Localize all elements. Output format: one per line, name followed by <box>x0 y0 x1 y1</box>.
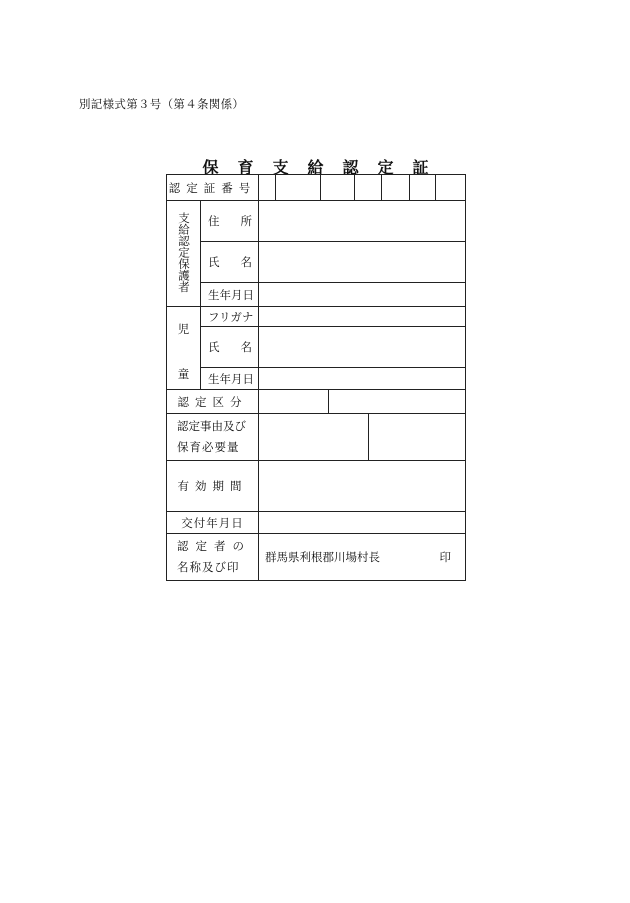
guardian-dob-label: 生年月日 <box>201 283 259 307</box>
certificate-table <box>166 174 466 581</box>
category-label: 認定区分 <box>167 390 259 414</box>
child-group-label: 児 童 <box>167 307 201 390</box>
issuer-row <box>167 534 466 581</box>
child-name-field[interactable] <box>259 327 466 368</box>
issue-date-label: 交付年月日 <box>167 512 259 534</box>
guardian-address-field[interactable] <box>259 201 466 242</box>
issuer-label: 認定者の 名称及び印 <box>167 534 259 581</box>
category-field-2[interactable] <box>329 390 466 414</box>
child-furigana-label: フリガナ <box>201 307 259 327</box>
cert-number-box[interactable] <box>355 175 382 201</box>
cert-number-box[interactable] <box>436 175 466 201</box>
issuer-field <box>259 534 466 581</box>
guardian-name-row <box>167 242 466 283</box>
guardian-address-label: 住 所 <box>201 201 259 242</box>
child-dob-row <box>167 368 466 390</box>
guardian-group-label: 支給認定保護者 <box>167 201 201 307</box>
cert-number-row <box>167 175 466 201</box>
guardian-address-row <box>167 201 466 242</box>
issue-date-field[interactable] <box>259 512 466 534</box>
cert-number-box[interactable] <box>321 175 355 201</box>
child-name-row <box>167 327 466 368</box>
issuer-name: 群馬県利根郡川場村長 <box>265 550 380 564</box>
cert-number-box[interactable] <box>276 175 321 201</box>
guardian-name-field[interactable] <box>259 242 466 283</box>
guardian-name-label: 氏 名 <box>201 242 259 283</box>
cert-number-box[interactable] <box>382 175 410 201</box>
child-furigana-row <box>167 307 466 327</box>
issue-date-row <box>167 512 466 534</box>
cert-number-label: 認定証番号 <box>167 175 259 201</box>
reason-field[interactable] <box>259 414 369 461</box>
cert-number-box[interactable] <box>410 175 436 201</box>
validity-field[interactable] <box>259 461 466 512</box>
validity-row <box>167 461 466 512</box>
reason-row <box>167 414 466 461</box>
child-name-label: 氏 名 <box>201 327 259 368</box>
category-row <box>167 390 466 414</box>
cert-number-box[interactable] <box>259 175 276 201</box>
category-field-1[interactable] <box>259 390 329 414</box>
child-dob-label: 生年月日 <box>201 368 259 390</box>
reason-label: 認定事由及び 保育必要量 <box>167 414 259 461</box>
required-amount-field[interactable] <box>369 414 466 461</box>
child-furigana-field[interactable] <box>259 307 466 327</box>
guardian-dob-row <box>167 283 466 307</box>
certificate-title: 保育支給認定証 <box>202 158 448 177</box>
form-reference: 別記様式第３号（第４条関係） <box>79 97 245 111</box>
seal-mark: 印 <box>439 550 451 564</box>
validity-label: 有効期間 <box>167 461 259 512</box>
guardian-dob-field[interactable] <box>259 283 466 307</box>
child-dob-field[interactable] <box>259 368 466 390</box>
